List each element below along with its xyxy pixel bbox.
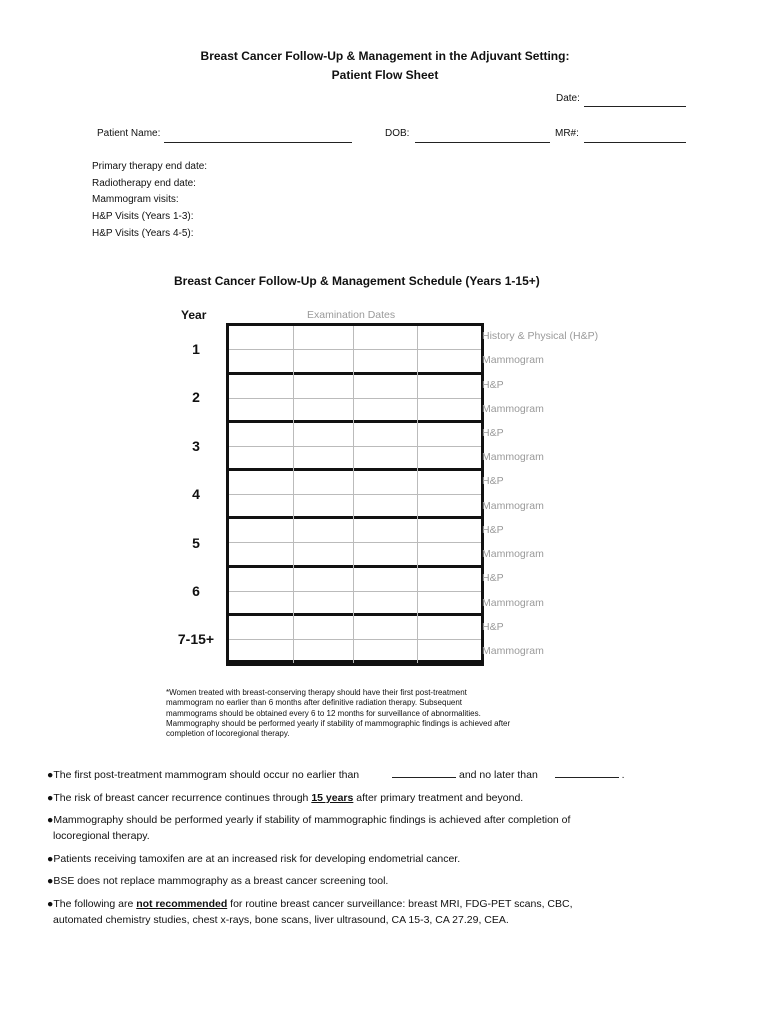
exam-dates-header: Examination Dates [307,309,396,321]
bullet-text: . [621,769,625,781]
emphasis-not-recommended: not recommended [136,898,228,910]
no-later-than-blank[interactable] [555,767,619,778]
year-header: Year [181,308,207,322]
year-block-2 [229,375,481,423]
bullet-text: locoregional therapy. [53,830,150,842]
primary-therapy-end-label: Primary therapy end date: [92,161,208,172]
row-label-mammogram: Mammogram [482,597,544,609]
grid-column-divider [417,326,418,663]
row-label-hp: H&P [482,572,504,584]
bullet-first-mammogram [47,767,667,783]
row-label-mammogram: Mammogram [482,451,544,463]
dob-field[interactable] [415,141,550,143]
bullet-text: ●The following are [47,898,134,910]
row-label-mammogram: Mammogram [482,500,544,512]
row-label-mammogram: Mammogram [482,403,544,415]
footnote-line: mammograms should be obtained every 6 to 12 months for surveillance of abnormalities. [166,708,481,718]
footnote-line: Mammography should be performed yearly if stability of mammographic findings is achieved after [166,718,511,728]
bullet-text: automated chemistry studies, chest x-rays, bone scans, liver ultrasound, CA 15-3, CA 27.29, CEA. [53,914,509,926]
row-label-hp: H&P [482,621,504,633]
row-label-hp: H&P [482,524,504,536]
row-label-hp: H&P [482,475,504,487]
hp-visits-4-5-label: H&P Visits (Years 4-5): [92,228,194,239]
mr-label: MR#: [555,128,579,139]
hp-visits-1-3-label: H&P Visits (Years 1-3): [92,211,194,222]
year-block-1 [229,326,481,375]
year-number: 1 [192,341,200,357]
radiotherapy-end-label: Radiotherapy end date: [92,178,196,189]
year-number: 3 [192,438,200,454]
footnote-line: completion of locoregional therapy. [166,729,290,739]
footnote [166,688,566,739]
bullet-mammography-yearly [47,812,570,844]
year-number: 5 [192,535,200,551]
bullet-recurrence-risk [47,790,523,806]
grid-column-divider [353,326,354,663]
footnote-line: mammogram no earlier than 6 months after definitive radiation therapy. Subsequent [166,698,463,708]
row-label-mammogram: Mammogram [482,645,544,657]
schedule-title: Breast Cancer Follow-Up & Management Schedule (Years 1-15+) [174,274,540,288]
page-subtitle: Patient Flow Sheet [331,68,439,82]
footnote-line: *Women treated with breast-conserving therapy should have their first post-treatment [166,688,467,697]
year-block-6 [229,568,481,616]
year-block-7-15 [229,616,481,663]
year-block-5 [229,519,481,568]
patient-name-field[interactable] [164,141,352,143]
dob-label: DOB: [385,128,410,139]
bullet-bse [47,873,388,889]
year-number: 6 [192,583,200,599]
date-label: Date: [556,93,580,104]
bullet-text: after primary treatment and beyond. [356,792,524,804]
bullet-tamoxifen [47,851,460,867]
row-label-hp: H&P [482,427,504,439]
bullet-text: ●The first post-treatment mammogram should occur no earlier than [47,769,360,781]
row-label-mammogram: Mammogram [482,354,544,366]
year-block-3 [229,423,481,471]
patient-name-label: Patient Name: [97,128,161,139]
row-label-hp: H&P [482,379,504,391]
bullet-text: for routine breast cancer surveillance: breast MRI, FDG-PET scans, CBC, [230,898,573,910]
grid-column-divider [293,326,294,663]
bullet-text: ●Patients receiving tamoxifen are at an increased risk for developing endometrial cancer. [47,853,461,865]
bullet-text: and no later than [458,769,538,781]
bullet-text: ●The risk of breast cancer recurrence continues through [47,792,309,804]
year-number: 2 [192,389,200,405]
bullet-not-recommended [47,896,573,928]
year-block-4 [229,471,481,519]
date-field[interactable] [584,105,686,107]
year-number: 7-15+ [177,631,215,647]
mammogram-visits-label: Mammogram visits: [92,194,179,205]
no-earlier-than-blank[interactable] [392,767,456,778]
schedule-grid [226,323,484,666]
bullet-text: ●BSE does not replace mammography as a breast cancer screening tool. [47,875,389,887]
row-label-mammogram: Mammogram [482,548,544,560]
mr-field[interactable] [584,141,686,143]
year-number: 4 [192,486,200,502]
page-title: Breast Cancer Follow-Up & Management in the Adjuvant Setting: [200,49,570,63]
bullet-text: ●Mammography should be performed yearly if stability of mammographic findings is achieved after completion of [47,814,571,826]
row-label-hp: History & Physical (H&P) [482,330,599,342]
emphasis-15-years: 15 years [311,792,354,804]
